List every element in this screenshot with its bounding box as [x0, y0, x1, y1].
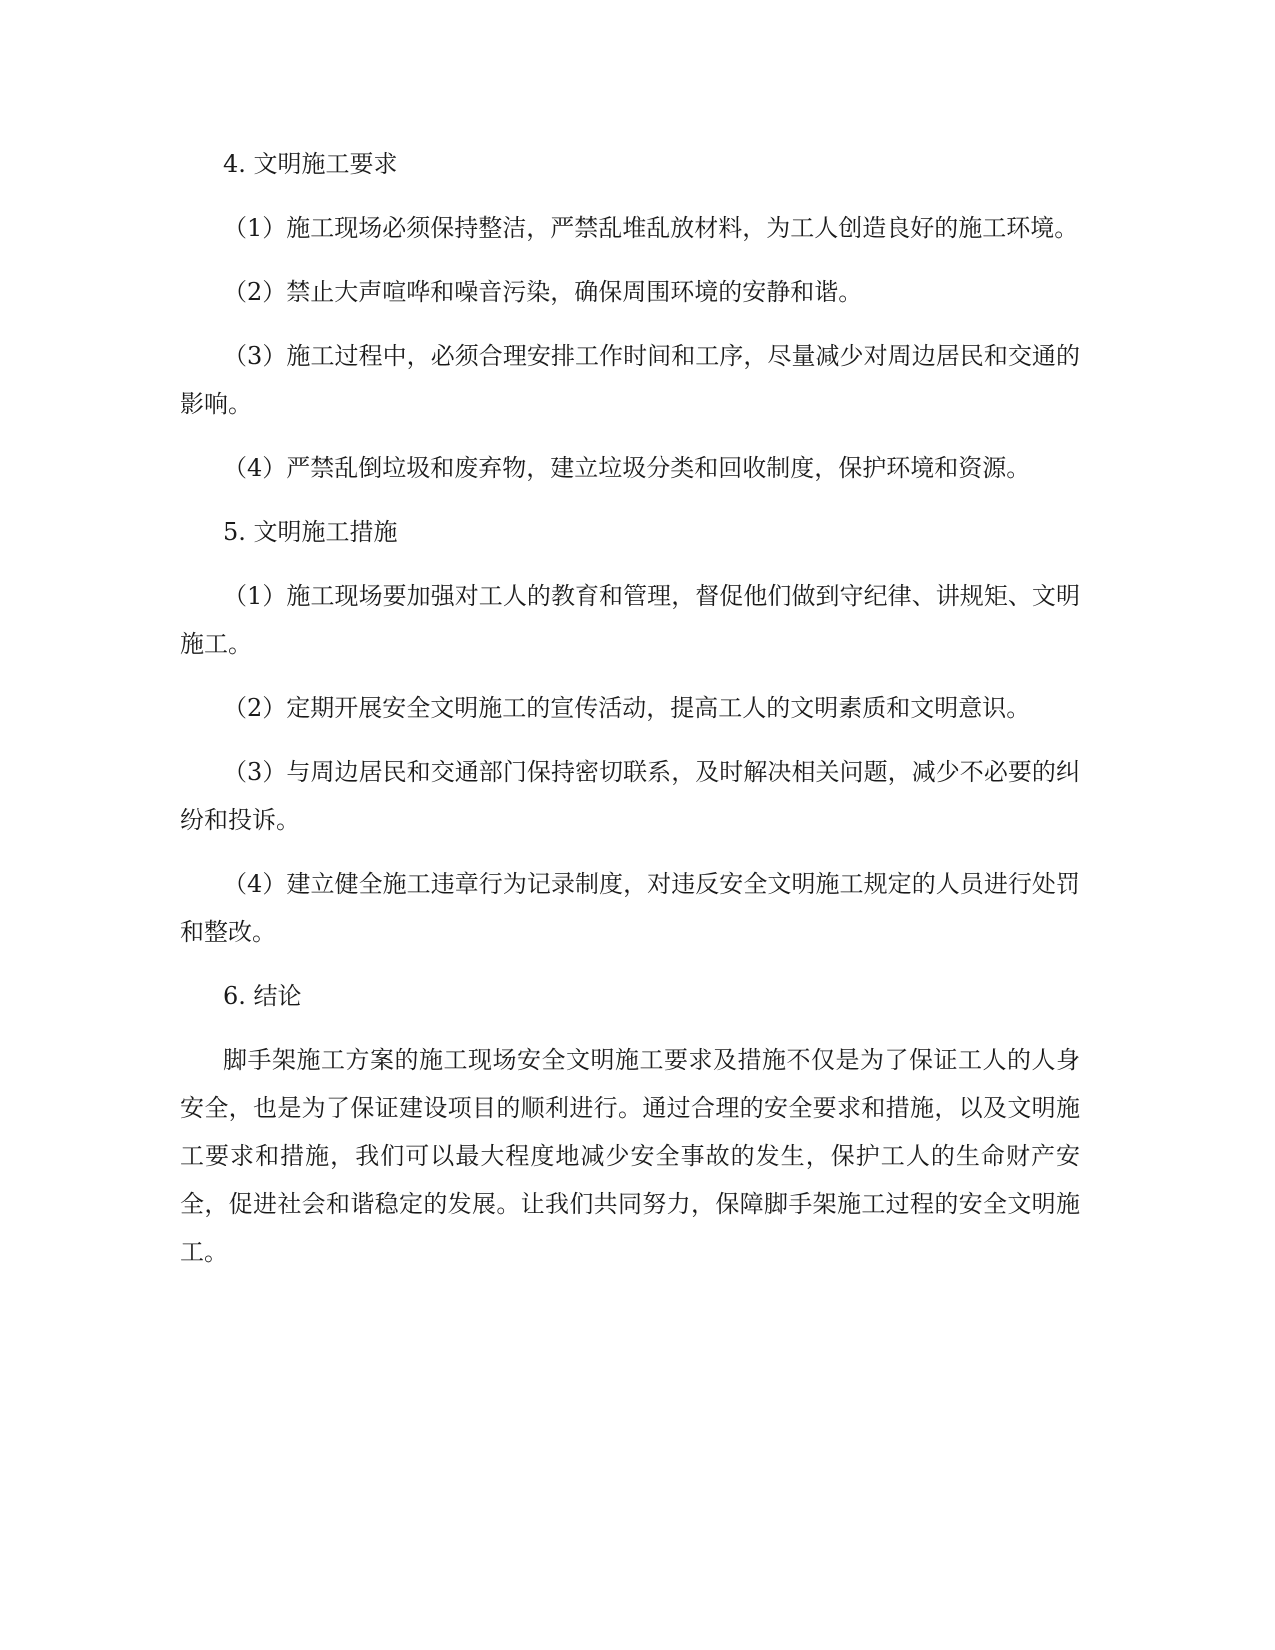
- section-heading-5: 5. 文明施工措施: [223, 518, 398, 546]
- section-heading-6: 6. 结论: [223, 982, 302, 1010]
- conclusion-paragraph: 脚手架施工方案的施工现场安全文明施工要求及措施不仅是为了保证工人的人身安全，也是为了保证建设项目的顺利进行。通过合理的安全要求和措施，以及文明施工要求和措施，我们可以最大程度地减少安全事故的发生，保护工人的生命财产安全，促进社会和谐稳定的发展。让我们共同努力，保障脚手架施工过程的安全文明施工。: [180, 1046, 1080, 1266]
- list-item: （4）严禁乱倒垃圾和废弃物，建立垃圾分类和回收制度，保护环境和资源。: [223, 454, 1031, 482]
- list-item: （4）建立健全施工违章行为记录制度，对违反安全文明施工规定的人员进行处罚和整改。: [180, 870, 1080, 946]
- list-item: （3）施工过程中，必须合理安排工作时间和工序，尽量减少对周边居民和交通的影响。: [180, 342, 1080, 418]
- list-item: （1）施工现场要加强对工人的教育和管理，督促他们做到守纪律、讲规矩、文明施工。: [180, 582, 1080, 658]
- list-item: （2）定期开展安全文明施工的宣传活动，提高工人的文明素质和文明意识。: [223, 694, 1031, 722]
- list-item: （2）禁止大声喧哗和噪音污染，确保周围环境的安静和谐。: [223, 278, 863, 306]
- section-heading-4: 4. 文明施工要求: [223, 150, 398, 178]
- document-page: [180, 140, 1080, 1292]
- list-item: （1）施工现场必须保持整洁，严禁乱堆乱放材料，为工人创造良好的施工环境。: [223, 214, 1079, 242]
- list-item: （3）与周边居民和交通部门保持密切联系，及时解决相关问题，减少不必要的纠纷和投诉。: [180, 758, 1080, 834]
